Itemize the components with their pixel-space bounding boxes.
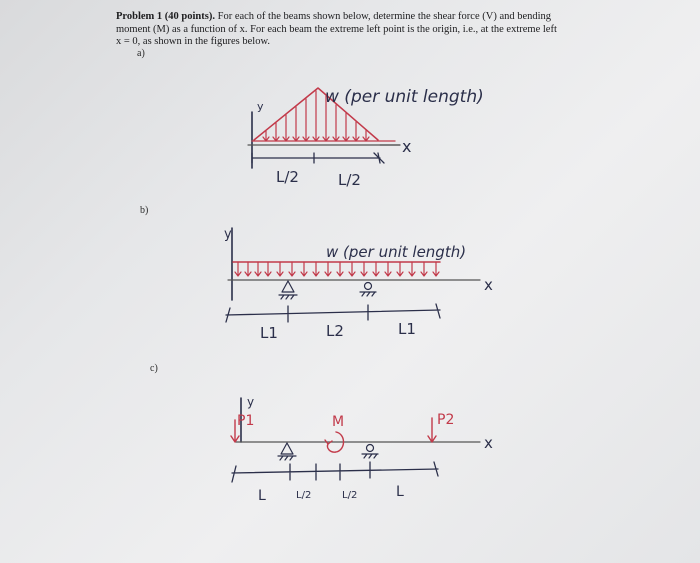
fig-c-seg3-label: L/2	[342, 490, 358, 501]
part-c-label: c)	[150, 363, 158, 374]
fig-c-x-label: x	[484, 434, 493, 452]
fig-b-pin-support	[279, 281, 297, 299]
part-b-label: b)	[140, 205, 149, 216]
fig-b-seg1-label: L1	[260, 324, 278, 342]
fig-a-seg1-label: L/2	[276, 168, 299, 186]
part-a-label: a)	[137, 48, 145, 59]
problem-line-3: x = 0, as shown in the figures below.	[116, 36, 270, 47]
problem-line-2: moment (M) as a function of x. For each beam the extreme left point is the origin, i.e., at the extreme left	[116, 23, 557, 35]
fig-c-seg4-label: L	[396, 484, 404, 500]
figure-c	[231, 398, 480, 482]
fig-b-x-label: x	[484, 276, 493, 294]
fig-a-dimension-line	[252, 153, 384, 163]
problem-title: Problem 1 (40 points).	[116, 11, 215, 22]
fig-b-y-label: y	[224, 227, 232, 242]
fig-b-load-label: w (per unit length)	[326, 243, 467, 261]
fig-c-pin-support	[278, 443, 296, 460]
fig-a-x-label: x	[402, 137, 412, 156]
fig-a-load-label: w (per unit length)	[325, 87, 484, 107]
fig-a-seg2-label: L/2	[338, 171, 361, 189]
fig-b-load-arrows	[235, 262, 439, 276]
fig-c-p1-label: P1	[237, 413, 255, 429]
problem-line-1: For each of the beams shown below, determine the shear force (V) and bending	[217, 11, 552, 22]
fig-c-dimension-line	[232, 462, 438, 482]
fig-c-p2-label: P2	[437, 412, 455, 428]
fig-c-roller-support	[362, 445, 378, 459]
fig-b-seg3-label: L1	[398, 320, 416, 338]
fig-c-y-label: y	[247, 395, 255, 409]
fig-c-p2-arrow	[428, 418, 436, 442]
fig-a-y-label: y	[257, 100, 264, 113]
fig-c-seg2-label: L/2	[296, 490, 312, 501]
fig-b-seg2-label: L2	[326, 322, 344, 340]
fig-c-seg1-label: L	[258, 488, 266, 504]
fig-c-moment-label: M	[332, 414, 345, 430]
fig-b-roller-support	[360, 283, 376, 297]
